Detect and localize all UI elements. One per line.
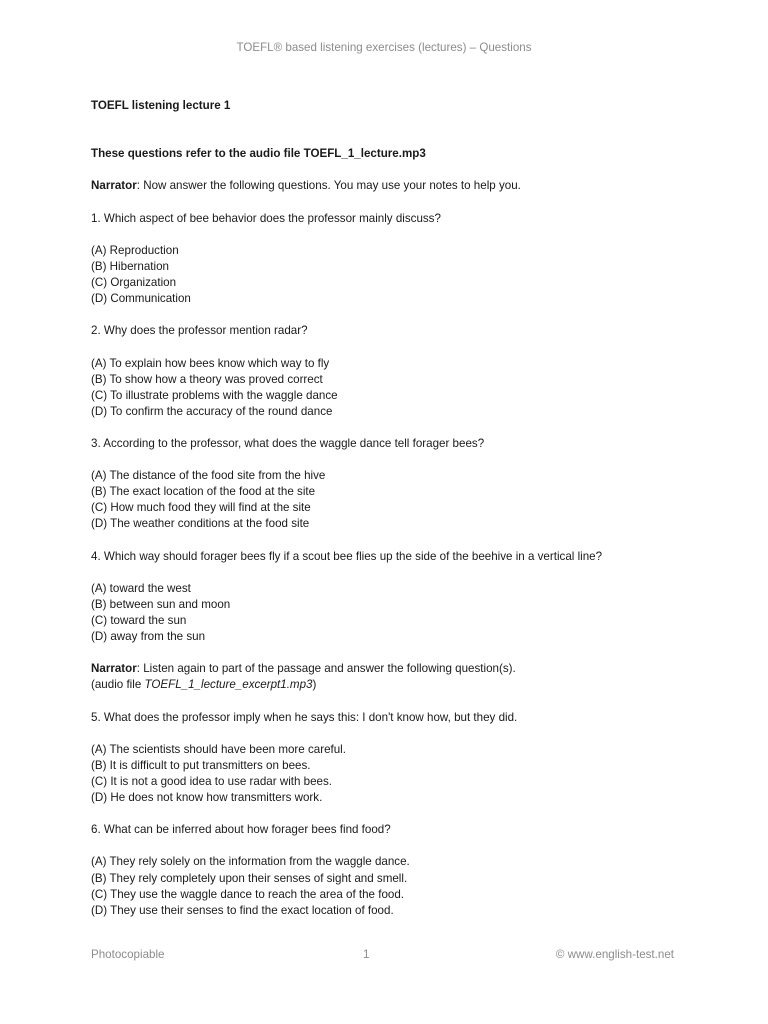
audio-file-prefix: (audio file: [91, 678, 145, 692]
question-6-option-c: (C) They use the waggle dance to reach the area of the food.: [91, 887, 405, 901]
question-2-option-a: (A) To explain how bees know which way to fly: [91, 356, 330, 370]
page-number: 1: [363, 948, 370, 961]
question-1-prompt: 1. Which aspect of bee behavior does the professor mainly discuss?: [91, 211, 441, 225]
question-5-option-a: (A) The scientists should have been more careful.: [91, 742, 346, 756]
audio-file-suffix: ): [312, 678, 317, 692]
question-6-option-d: (D) They use their senses to find the exact location of food.: [91, 903, 394, 917]
footer-website: © www.english-test.net: [555, 948, 674, 961]
audio-intro: These questions refer to the audio file TOEFL_1_lecture.mp3: [91, 147, 426, 161]
lecture-title: TOEFL listening lecture 1: [91, 99, 231, 112]
worksheet-content: [91, 98, 691, 919]
question-1-option-c: (C) Organization: [91, 276, 177, 290]
question-1-option-d: (D) Communication: [91, 292, 191, 306]
question-3-option-b: (B) The exact location of the food at the site: [91, 485, 316, 499]
narrator-label: Narrator: [91, 179, 137, 193]
question-6-option-b: (B) They rely completely upon their senses of sight and smell.: [91, 871, 408, 885]
question-4-option-a: (A) toward the west: [91, 581, 191, 595]
audio-file-reference: [91, 677, 691, 693]
question-4-option-c: (C) toward the sun: [91, 614, 187, 627]
question-1-option-b: (B) Hibernation: [91, 259, 169, 273]
footer-photocopiable: Photocopiable: [91, 948, 165, 961]
question-2-option-d: (D) To confirm the accuracy of the round dance: [91, 404, 333, 418]
question-6-prompt: 6. What can be inferred about how forager bees find food?: [91, 823, 391, 837]
question-1-option-a: (A) Reproduction: [91, 243, 179, 257]
narrator-instruction-1: [91, 178, 691, 194]
page-header: TOEFL® based listening exercises (lectures) – Questions: [236, 41, 532, 54]
audio-file-name: TOEFL_1_lecture_excerpt1.mp3: [144, 678, 313, 692]
question-3-option-a: (A) The distance of the food site from the hive: [91, 469, 326, 483]
question-4-option-d: (D) away from the sun: [91, 630, 206, 644]
question-3-option-d: (D) The weather conditions at the food site: [91, 517, 310, 531]
question-3-option-c: (C) How much food they will find at the site: [91, 501, 311, 515]
narrator-instruction-2: [91, 661, 691, 677]
question-5-option-d: (D) He does not know how transmitters work.: [91, 791, 323, 805]
question-6-option-a: (A) They rely solely on the information from the waggle dance.: [91, 855, 410, 869]
question-2-option-b: (B) To show how a theory was proved correct: [91, 372, 323, 386]
question-4-prompt: 4. Which way should forager bees fly if a scout bee flies up the side of the beehive in a vertical line?: [91, 549, 603, 563]
page-footer: [91, 947, 674, 963]
narrator-label: Narrator: [91, 662, 137, 676]
question-5-option-b: (B) It is difficult to put transmitters on bees.: [91, 758, 311, 772]
question-4-option-b: (B) between sun and moon: [91, 597, 231, 611]
narrator-text: : Now answer the following questions. You may use your notes to help you.: [136, 179, 521, 193]
question-2-prompt: 2. Why does the professor mention radar?: [91, 324, 308, 338]
question-2-option-c: (C) To illustrate problems with the waggle dance: [91, 388, 338, 402]
question-5-prompt: 5. What does the professor imply when he says this: I don't know how, but they did.: [91, 710, 518, 724]
question-5-option-c: (C) It is not a good idea to use radar with bees.: [91, 774, 333, 788]
narrator-text: : Listen again to part of the passage and answer the following question(s).: [136, 662, 516, 676]
question-3-prompt: 3. According to the professor, what does the waggle dance tell forager bees?: [91, 436, 485, 450]
